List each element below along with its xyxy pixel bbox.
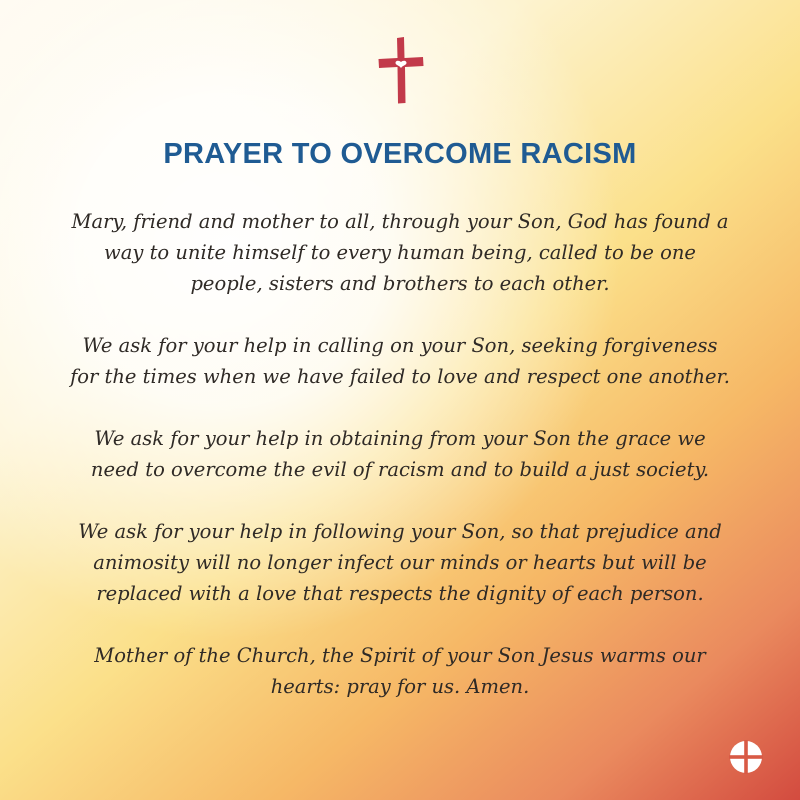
prayer-paragraph: We ask for your help in calling on your Son, seeking forgiveness for the times when we have failed to love and respect one another. [70,334,730,388]
prayer-paragraph: We ask for your help in following your Son, so that prejudice and animosity will no longer infect our minds or hearts but will be replaced with a love that respects the dignity of each person. [78,520,722,605]
prayer-paragraph: Mother of the Church, the Spirit of your Son Jesus warms our hearts: pray for us. Amen. [94,644,706,698]
cross-circle-logo-icon [729,740,763,774]
cross-heart-icon [377,36,425,104]
prayer-paragraph: Mary, friend and mother to all, through your Son, God has found a way to unite himself to every human being, called to be one people, sisters and brothers to each other. [71,210,729,295]
prayer-body [70,206,730,733]
prayer-paragraph: We ask for your help in obtaining from your Son the grace we need to overcome the evil of racism and to build a just society. [90,427,710,481]
prayer-title: PRAYER TO OVERCOME RACISM [163,138,637,170]
